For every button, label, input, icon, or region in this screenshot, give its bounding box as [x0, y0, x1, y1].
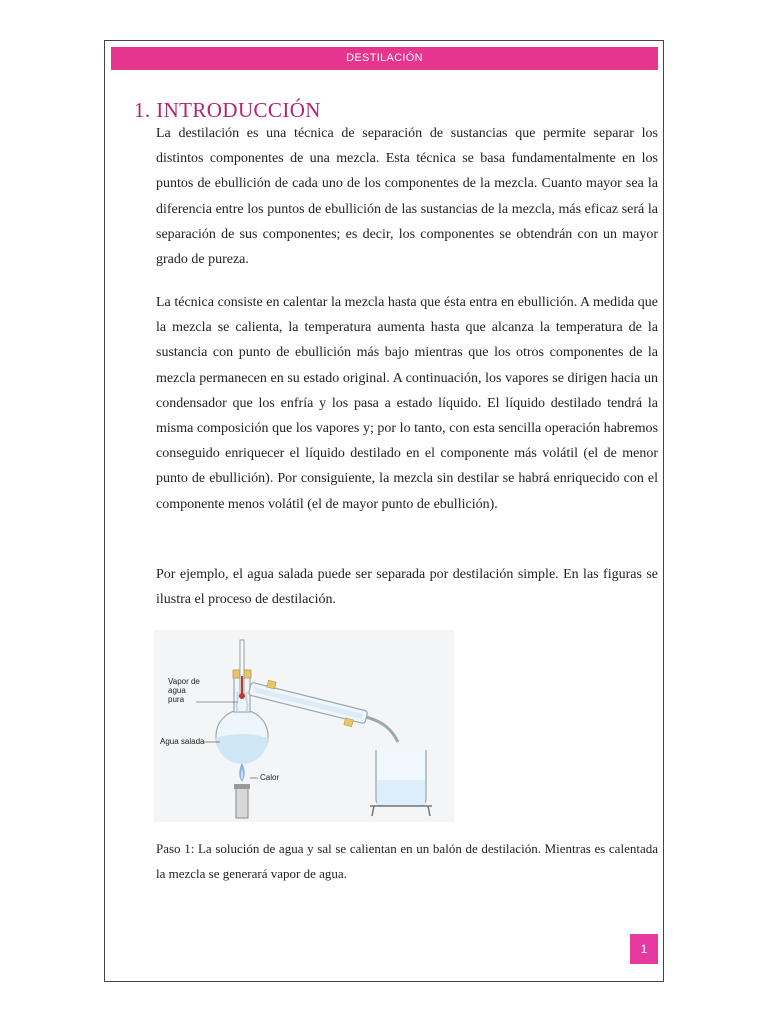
page-number: 1: [630, 934, 658, 964]
section-title: INTRODUCCIÓN: [156, 98, 321, 122]
distillation-figure: [154, 630, 454, 822]
section-number: 1.: [134, 98, 151, 122]
label-heat: Calor: [260, 773, 280, 782]
paragraph-2: La técnica consiste en calentar la mezcla hasta que ésta entra en ebullición. A medida que la mezcla se calienta, la temperatura aumenta hasta que alcanza la temperatura de la sustancia con punto de ebullición más bajo mientras que los otros componentes de la mezcla permanecen en su estado original. A continuación, los vapores se dirigen hacia un condensador que los enfría y los pasa a estado líquido. El líquido destilado tendrá la misma composición que los vapores y; por lo tanto, con esta sencilla operación habremos conseguido enriquecer el líquido destilado en el componente más volátil (el de menor punto de ebullición). Por consiguiente, la mezcla sin destilar se habrá enriquecido con el componente menos volátil (el de mayor punto de ebullición).: [156, 295, 658, 512]
paragraph-3: Por ejemplo, el agua salada puede ser separada por destilación simple. En las figuras se ilustra el proceso de destilación.: [156, 567, 658, 608]
document-header: DESTILACIÓN: [111, 47, 658, 70]
label-salt-water: Agua salada: [160, 737, 205, 746]
section-heading: [134, 98, 321, 123]
burner-icon: [236, 786, 248, 818]
label-vapor-line2: agua: [168, 686, 186, 695]
label-vapor-line1: Vapor de: [168, 677, 200, 686]
paragraph-1: La destilación es una técnica de separación de sustancias que permite separar los distintos componentes de una mezcla. Esta técnica se basa fundamentalmente en los puntos de ebullición de cada uno de los componentes de la mezcla. Cuanto mayor sea la diferencia entre los puntos de ebullición de las sustancias de la mezcla, más eficaz será la separación de sus componentes; es decir, los componentes se obtendrán con un mayor grado de pureza.: [156, 126, 658, 268]
label-vapor-line3: pura: [168, 695, 185, 704]
distillation-apparatus-illustration: [154, 630, 454, 822]
figure-caption: Paso 1: La solución de agua y sal se calientan en un balón de destilación. Mientras es calentada la mezcla se generará vapor de agua.: [156, 841, 658, 881]
